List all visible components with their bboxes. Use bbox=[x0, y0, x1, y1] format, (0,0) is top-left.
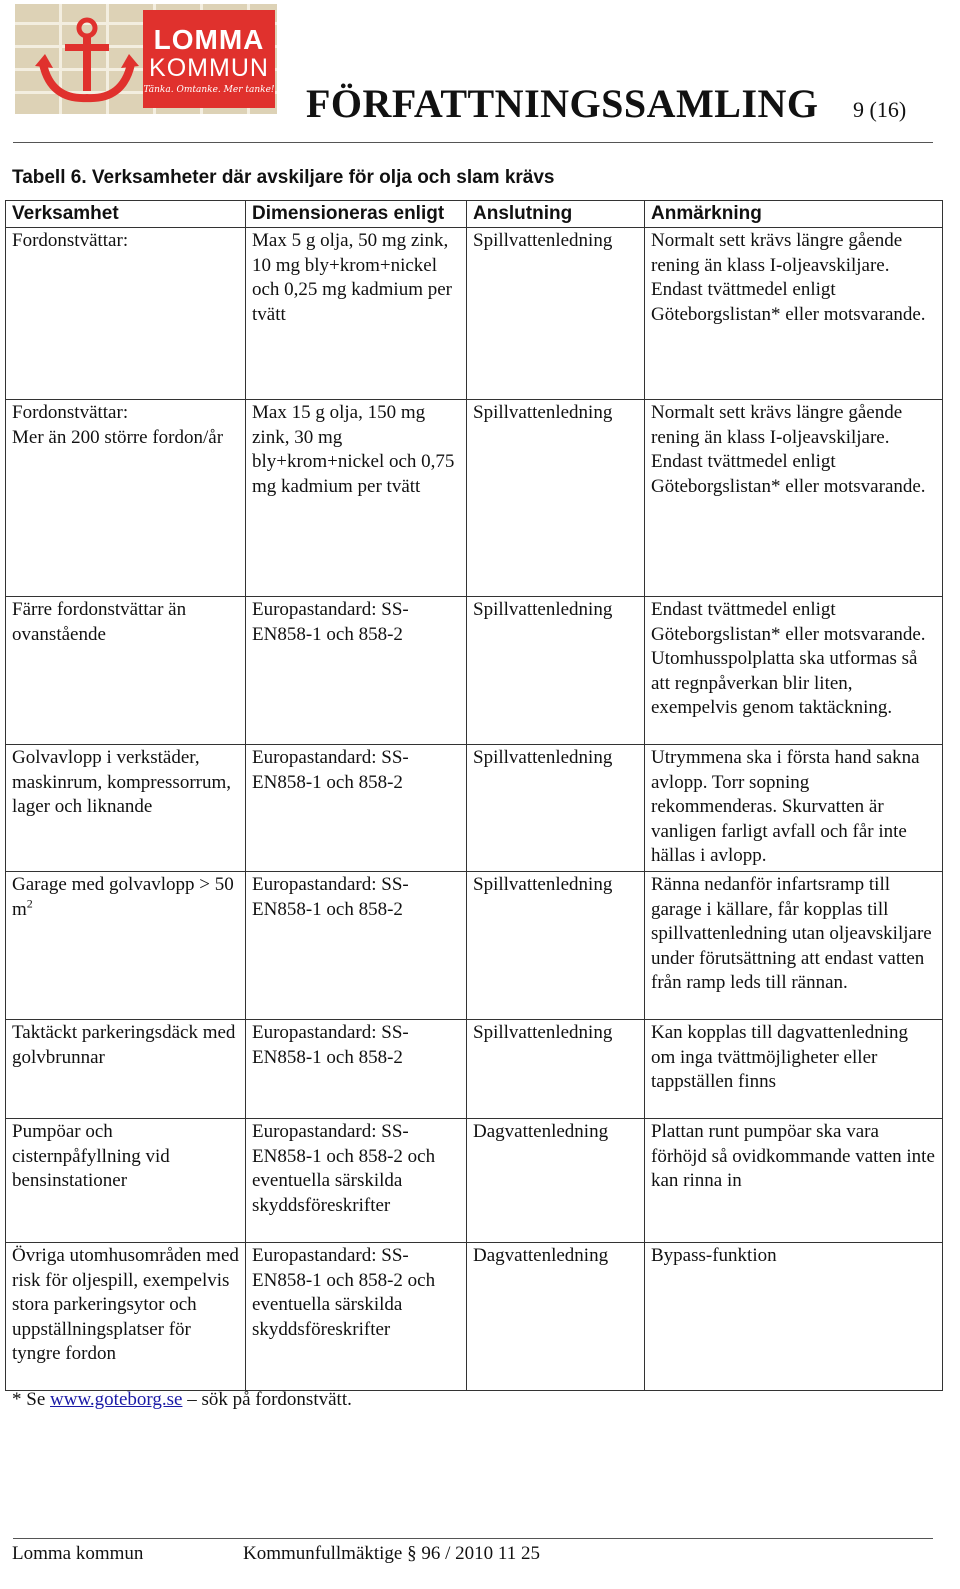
cell-anslutning: Spillvattenledning bbox=[467, 871, 645, 1019]
cell-dimension: Max 5 g olja, 50 mg zink, 10 mg bly+krom+nickel och 0,25 mg kadmium per tvätt bbox=[246, 228, 467, 400]
logo-text-box bbox=[143, 10, 275, 108]
table-row bbox=[6, 1242, 943, 1390]
cell-anmarkning: Plattan runt pumpöar ska vara förhöjd så ovidkommande vatten inte kan rinna in bbox=[645, 1118, 943, 1242]
cell-dimension: Europastandard: SS-EN858-1 och 858-2 bbox=[246, 745, 467, 872]
cell-verksamhet: Övriga utomhusområden med risk för oljespill, exempelvis stora parkeringsytor och uppställningsplatser för tyngre fordon bbox=[6, 1242, 246, 1390]
table-row bbox=[6, 400, 943, 597]
anchor-icon bbox=[31, 14, 141, 106]
logo-lomma: LOMMA bbox=[153, 24, 265, 55]
cell-dimension: Europastandard: SS-EN858-1 och 858-2 bbox=[246, 1019, 467, 1118]
cell-anmarkning: Utrymmena ska i första hand sakna avlopp. Torr sopning rekommenderas. Skurvatten är vanligen farligt avfall och får inte hällas i avlopp. bbox=[645, 745, 943, 872]
cell-verksamhet: Färre fordonstvättar än ovanstående bbox=[6, 597, 246, 745]
cell-verksamhet bbox=[6, 871, 246, 1019]
footer-decision-ref: Kommunfullmäktige § 96 / 2010 11 25 bbox=[243, 1543, 540, 1564]
table-row bbox=[6, 1019, 943, 1118]
cell-anmarkning: Ränna nedanför infartsramp till garage i källare, får kopplas till spillvattenledning utan oljeavskiljare under förutsättning att endast vatten från ramp leds till rännan. bbox=[645, 871, 943, 1019]
cell-dimension: Europastandard: SS-EN858-1 och 858-2 bbox=[246, 597, 467, 745]
header-dimensioneras: Dimensioneras enligt bbox=[246, 201, 467, 228]
table-row bbox=[6, 1118, 943, 1242]
cell-dimension: Europastandard: SS-EN858-1 och 858-2 bbox=[246, 871, 467, 1019]
goteborg-link[interactable]: www.goteborg.se bbox=[50, 1389, 183, 1410]
table-row bbox=[6, 745, 943, 872]
logo-tagline: Tänka. Omtanke. Mer tanke! bbox=[143, 85, 275, 95]
superscript: 2 bbox=[26, 896, 33, 911]
cell-anslutning: Spillvattenledning bbox=[467, 597, 645, 745]
cell-anmarkning: Normalt sett krävs längre gående rening än klass I-oljeavskiljare. Endast tvättmedel enligt Göteborgslistan* eller motsvarande. bbox=[645, 228, 943, 400]
cell-anmarkning: Normalt sett krävs längre gående rening än klass I-oljeavskiljare. Endast tvättmedel enligt Göteborgslistan* eller motsvarande. bbox=[645, 400, 943, 597]
cell-verksamhet bbox=[6, 228, 246, 400]
cell-anslutning: Spillvattenledning bbox=[467, 745, 645, 872]
table-caption: Tabell 6. Verksamheter där avskiljare för olja och slam krävs bbox=[12, 167, 555, 188]
table-header-row bbox=[6, 201, 943, 228]
header-divider bbox=[13, 142, 933, 143]
cell-verksamhet: Pumpöar och cisternpåfyllning vid bensinstationer bbox=[6, 1118, 246, 1242]
cell-anslutning: Spillvattenledning bbox=[467, 1019, 645, 1118]
cell-anmarkning: Kan kopplas till dagvattenledning om inga tvättmöjligheter eller tappställen finns bbox=[645, 1019, 943, 1118]
separator-requirements-table bbox=[5, 200, 943, 1391]
cell-verksamhet-text: Fordonstvättar: bbox=[12, 230, 129, 251]
cell-verksamhet: Golvavlopp i verkstäder, maskinrum, kompressorrum, lager och liknande bbox=[6, 745, 246, 872]
cell-verksamhet bbox=[6, 400, 246, 597]
table-row bbox=[6, 597, 943, 745]
table-row bbox=[6, 871, 943, 1019]
cell-anslutning: Dagvattenledning bbox=[467, 1118, 645, 1242]
cell-dimension: Europastandard: SS-EN858-1 och 858-2 och eventuella särskilda skyddsföreskrifter bbox=[246, 1242, 467, 1390]
header-anslutning: Anslutning bbox=[467, 201, 645, 228]
document-title: FÖRFATTNINGSSAMLING bbox=[306, 81, 819, 126]
cell-verksamhet-text: Garage med golvavlopp > 50 m bbox=[12, 873, 234, 920]
cell-anslutning: Spillvattenledning bbox=[467, 400, 645, 597]
cell-anslutning: Dagvattenledning bbox=[467, 1242, 645, 1390]
header-verksamhet: Verksamhet bbox=[6, 201, 246, 228]
logo-kommun: KOMMUN bbox=[149, 54, 269, 82]
cell-anslutning: Spillvattenledning bbox=[467, 228, 645, 400]
cell-verksamhet-text: Fordonstvättar: bbox=[12, 402, 129, 423]
table-row bbox=[6, 228, 943, 400]
page-number: 9 (16) bbox=[853, 97, 907, 122]
footer-municipality: Lomma kommun bbox=[12, 1543, 144, 1564]
footnote-suffix: – sök på fordonstvätt. bbox=[182, 1389, 352, 1410]
footnote bbox=[12, 1388, 352, 1412]
cell-verksamhet-subtext: Mer än 200 större fordon/år bbox=[12, 426, 224, 448]
lomma-kommun-logo bbox=[15, 4, 277, 114]
cell-verksamhet: Taktäckt parkeringsdäck med golvbrunnar bbox=[6, 1019, 246, 1118]
footnote-prefix: * Se bbox=[12, 1389, 50, 1410]
cell-dimension: Max 15 g olja, 150 mg zink, 30 mg bly+krom+nickel och 0,75 mg kadmium per tvätt bbox=[246, 400, 467, 597]
header-anmarkning: Anmärkning bbox=[645, 201, 943, 228]
cell-dimension: Europastandard: SS-EN858-1 och 858-2 och eventuella särskilda skyddsföreskrifter bbox=[246, 1118, 467, 1242]
cell-anmarkning: Bypass-funktion bbox=[645, 1242, 943, 1390]
footer-divider bbox=[13, 1538, 933, 1539]
cell-anmarkning: Endast tvättmedel enligt Göteborgslistan* eller motsvarande. Utomhusspolplatta ska utformas så att regnpåverkan blir liten, exempelvis genom taktäckning. bbox=[645, 597, 943, 745]
